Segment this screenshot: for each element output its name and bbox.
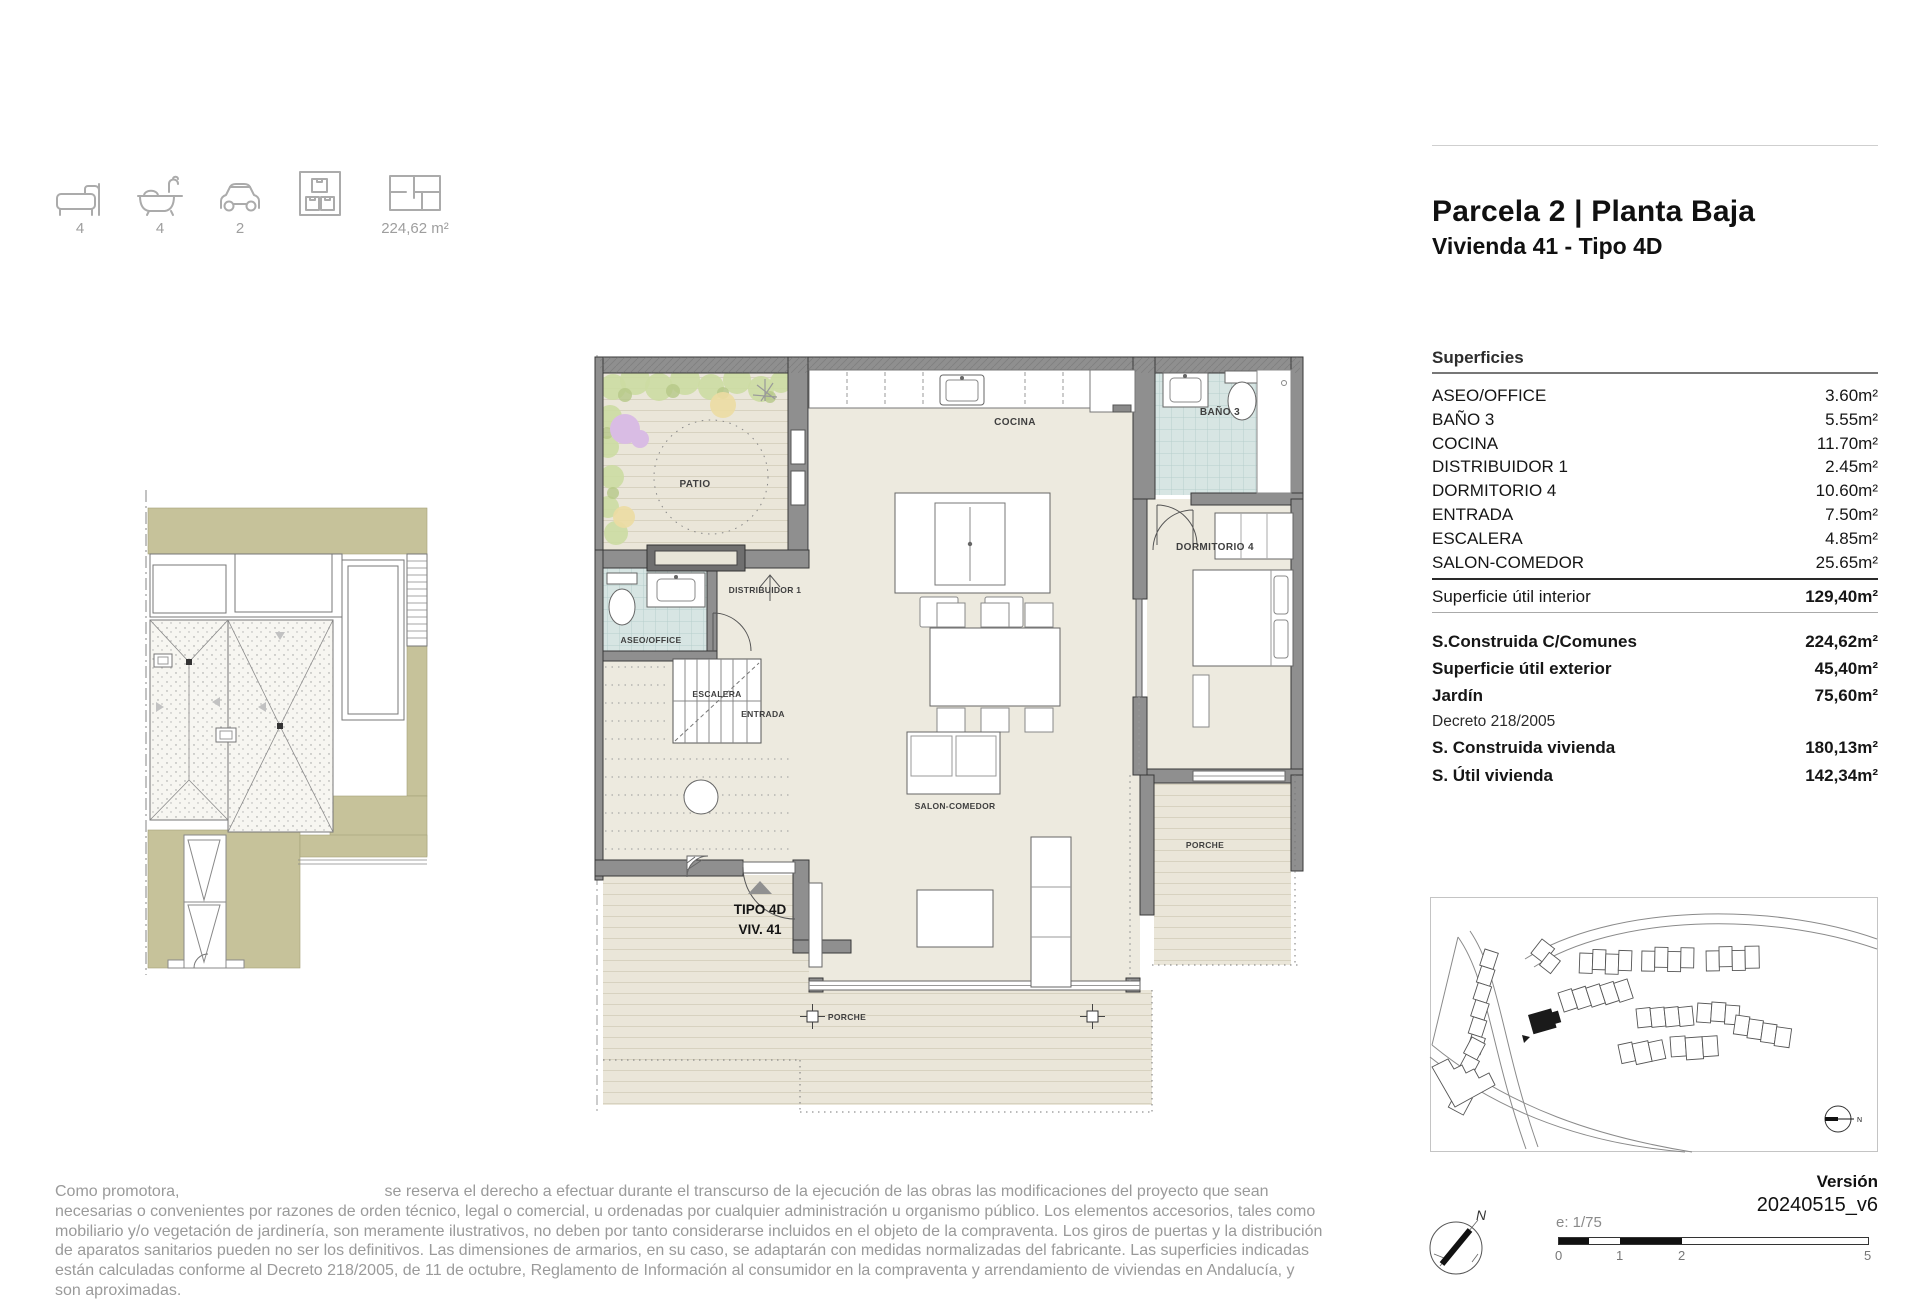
row-label: DORMITORIO 4 (1432, 481, 1557, 501)
version-label: Versión (1816, 1172, 1878, 1191)
disclaimer-line: necesarias o convenientes por razones de orden técnico, legal o comercial, u ordenadas por cualquier administración u organismo público. Los elementos accesorios, tales como (55, 1202, 1316, 1220)
compass (1420, 1206, 1500, 1280)
row-label: ASEO/OFFICE (1432, 386, 1547, 405)
stat-value: 224,62 m² (381, 220, 449, 237)
row-value: 3.60m² (1825, 386, 1878, 405)
stats-row (40, 170, 470, 237)
subtotal-rule-bottom (1432, 612, 1878, 613)
roof (150, 620, 333, 832)
row-label: Jardín (1432, 686, 1484, 705)
total-row (1432, 762, 1878, 790)
stat-area (360, 170, 470, 237)
row-value: 180,13m² (1805, 738, 1878, 757)
room-label-cocina: COCINA (994, 417, 1036, 428)
row-label: ESCALERA (1432, 528, 1523, 548)
stat-value: 4 (75, 220, 85, 237)
row-value: 4.85m² (1825, 528, 1878, 548)
room-label-porche-right: PORCHE (1185, 840, 1225, 850)
sitemap-north-label: N (1857, 1117, 1863, 1124)
row-label: COCINA (1432, 433, 1499, 453)
total-row (1432, 682, 1878, 709)
stat-bedrooms (40, 170, 120, 237)
subtotal-rule-top (1432, 578, 1878, 580)
page-subtitle: Vivienda 41 - Tipo 4D (1432, 233, 1663, 259)
disclaimer (55, 1182, 1350, 1299)
disclaimer-line: de aparatos sanitarios pueden no ser los definitivos. Las dimensiones de armarios, en su caso, se adaptarán con medidas normalizadas del fabricante. Las superficies indicadas (55, 1242, 1310, 1260)
stat-value: 4 (155, 220, 165, 237)
site-location-map (1430, 897, 1878, 1152)
row-label: Superficie útil exterior (1432, 659, 1612, 678)
row-value: 45,40m² (1814, 659, 1878, 678)
stat-storage (280, 170, 360, 237)
stat-value: 2 (235, 220, 245, 237)
room-label-porche-bottom: PORCHE (827, 1012, 867, 1022)
row-label: SALON-COMEDOR (1432, 552, 1585, 572)
row-value: 2.45m² (1825, 457, 1878, 477)
room-label-entrada: ENTRADA (741, 709, 785, 719)
room-label-patio: PATIO (679, 479, 711, 490)
bath-icon (132, 170, 188, 216)
plot-roof-plan (120, 490, 460, 975)
row-label: S. Construida vivienda (1432, 738, 1616, 757)
table-row (1432, 551, 1878, 575)
disclaimer-line: mobiliario y/o vegetación de jardinería, son meramente ilustrativos, no deben por tanto considerarse incluidos en el objeto de la compraventa. Los giros de puertas y la distribución (55, 1222, 1323, 1240)
row-label: S. Útil vivienda (1432, 766, 1553, 785)
stairs (673, 659, 761, 743)
storage-icon (292, 170, 348, 216)
decreto-row (1432, 709, 1878, 734)
compass-north-label: N (1476, 1207, 1487, 1223)
disclaimer-suffix: se reserva el derecho a efectuar durante el transcurso de la ejecución de las obras las modificaciones del proyecto que sean (384, 1183, 1269, 1200)
superficies-heading: Superficies (1432, 348, 1524, 367)
car-icon (212, 170, 268, 216)
scale-tick: 0 (1555, 1248, 1563, 1263)
table-row (1432, 384, 1878, 408)
header-rule (1432, 145, 1878, 146)
table-row (1432, 455, 1878, 479)
row-value: 25.65m² (1815, 552, 1878, 572)
superficies-table (1432, 384, 1878, 574)
row-value: 5.55m² (1825, 409, 1878, 429)
floorplan-icon (384, 170, 446, 216)
scale-ticks (1555, 1237, 1872, 1263)
room-label-distribuidor: DISTRIBUIDOR 1 (728, 585, 802, 595)
row-label: Decreto 218/2005 (1432, 713, 1556, 730)
scale-label: e: 1/75 (1556, 1214, 1602, 1231)
table-row (1432, 408, 1878, 432)
subtotal-row (1432, 585, 1878, 609)
totals-table (1432, 628, 1878, 790)
table-row (1432, 503, 1878, 527)
disclaimer-line: están calculadas conforme al Decreto 218/2005, de 11 de octubre, Reglamento de Información al consumidor en la compraventa y arrendamiento de viviendas en Andalucía, y (55, 1262, 1295, 1280)
row-value: 142,34m² (1805, 766, 1878, 785)
porch-floor-right (1154, 775, 1291, 965)
room-label-escalera: ESCALERA (692, 689, 742, 699)
table-row (1432, 479, 1878, 503)
total-row (1432, 628, 1878, 655)
disclaimer-line (55, 1182, 1350, 1202)
row-label: S.Construida C/Comunes (1432, 632, 1637, 651)
superficies-rule (1432, 372, 1878, 374)
disclaimer-line: son aproximadas. (55, 1281, 182, 1299)
table-row (1432, 527, 1878, 551)
scale-tick: 2 (1678, 1248, 1686, 1263)
version-value: 20240515_v6 (1756, 1194, 1878, 1216)
room-label-salon: SALON-COMEDOR (914, 801, 996, 811)
room-label-aseo: ASEO/OFFICE (620, 635, 682, 645)
stat-parking (200, 170, 280, 237)
row-value: 75,60m² (1814, 686, 1878, 705)
scale-tick: 1 (1616, 1248, 1624, 1263)
main-floor-plan (595, 345, 1305, 1115)
room-label-dormitorio4: DORMITORIO 4 (1176, 542, 1254, 553)
table-row (1432, 432, 1878, 456)
room-label-bano3: BAÑO 3 (1199, 407, 1241, 418)
unit-number-label: VIV. 41 (738, 922, 782, 937)
page-title: Parcela 2 | Planta Baja (1432, 195, 1756, 228)
total-row (1432, 655, 1878, 682)
subtotal-value: 129,40m² (1805, 587, 1878, 606)
row-label: ENTRADA (1432, 504, 1514, 524)
row-value: 7.50m² (1825, 504, 1878, 524)
row-value: 11.70m² (1816, 433, 1878, 453)
row-value: 224,62m² (1805, 632, 1878, 651)
row-label: BAÑO 3 (1432, 409, 1495, 429)
stat-bathrooms (120, 170, 200, 237)
porch-floor-bottom (809, 990, 1152, 1105)
total-row (1432, 734, 1878, 762)
scale-tick: 5 (1864, 1248, 1872, 1263)
subtotal-label: Superficie útil interior (1432, 587, 1591, 606)
row-value: 10.60m² (1815, 481, 1878, 501)
bed-icon (52, 170, 108, 216)
disclaimer-prefix: Como promotora, (55, 1183, 180, 1200)
unit-type-label: TIPO 4D (733, 902, 787, 917)
row-label: DISTRIBUIDOR 1 (1432, 457, 1569, 477)
